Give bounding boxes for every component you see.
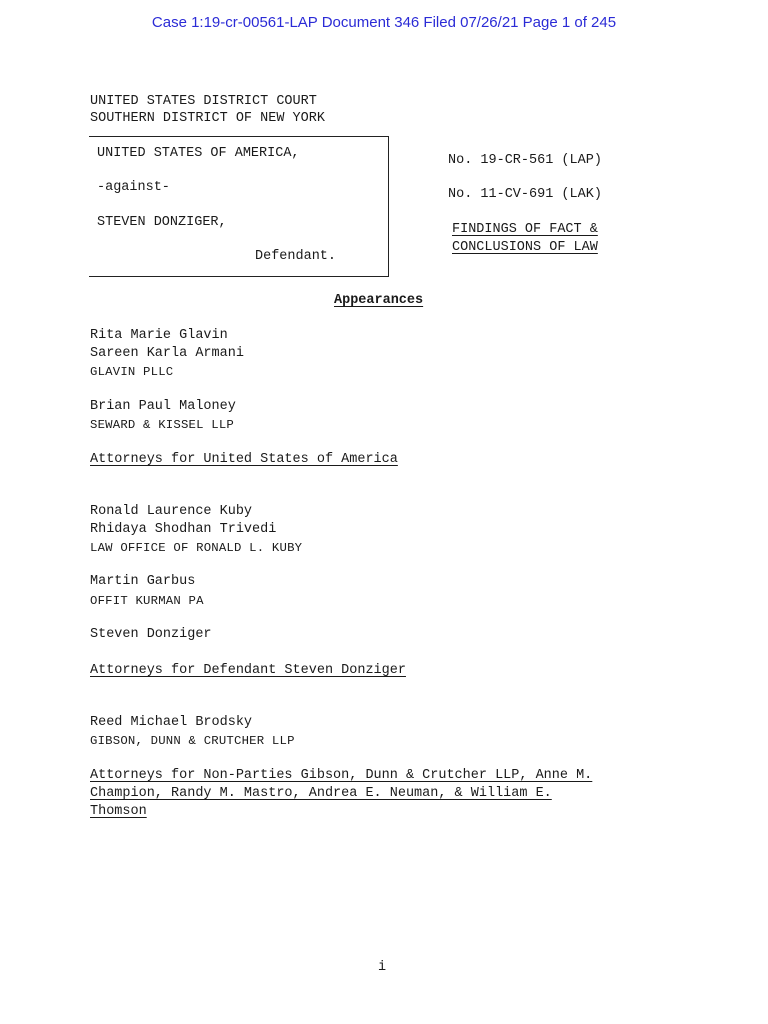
law-firm: GLAVIN PLLC — [90, 365, 174, 379]
case-number-civil: No. 11-CV-691 (LAK) — [448, 187, 602, 202]
attorney-name: Martin Garbus — [90, 574, 196, 589]
representation-label: Attorneys for Defendant Steven Donziger — [90, 663, 406, 678]
document-title-line2: CONCLUSIONS OF LAW — [452, 240, 598, 255]
representation-label-line2: Champion, Randy M. Mastro, Andrea E. Neuman, & William E. — [90, 786, 552, 801]
representation-label-line1: Attorneys for Non-Parties Gibson, Dunn & Crutcher LLP, Anne M. — [90, 768, 593, 783]
attorney-name: Steven Donziger — [90, 627, 212, 642]
law-firm: GIBSON, DUNN & CRUTCHER LLP — [90, 734, 295, 748]
attorney-name: Rhidaya Shodhan Trivedi — [90, 522, 277, 537]
court-district: SOUTHERN DISTRICT OF NEW YORK — [90, 111, 325, 126]
case-number-criminal: No. 19-CR-561 (LAP) — [448, 153, 602, 168]
document-title-line1: FINDINGS OF FACT & — [452, 222, 598, 237]
attorney-name: Ronald Laurence Kuby — [90, 504, 253, 519]
representation-label: Attorneys for United States of America — [90, 452, 398, 467]
law-firm: SEWARD & KISSEL LLP — [90, 418, 235, 432]
law-firm: OFFIT KURMAN PA — [90, 594, 204, 608]
court-name: UNITED STATES DISTRICT COURT — [90, 94, 317, 109]
appearances-heading: Appearances — [334, 293, 424, 308]
page-number: i — [378, 960, 387, 975]
law-firm: LAW OFFICE OF RONALD L. KUBY — [90, 541, 303, 555]
caption-defendant-role: Defendant. — [255, 249, 337, 264]
ecf-header-stamp: Case 1:19-cr-00561-LAP Document 346 Filed 07/26/21 Page 1 of 245 — [151, 14, 617, 31]
caption-defendant-name: STEVEN DONZIGER, — [97, 215, 227, 230]
attorney-name: Reed Michael Brodsky — [90, 715, 253, 730]
attorney-name: Brian Paul Maloney — [90, 399, 236, 414]
caption-plaintiff: UNITED STATES OF AMERICA, — [97, 146, 300, 161]
caption-against: -against- — [97, 180, 170, 195]
attorney-name: Sareen Karla Armani — [90, 346, 244, 361]
attorney-name: Rita Marie Glavin — [90, 328, 228, 343]
representation-label-line3: Thomson — [90, 804, 147, 819]
